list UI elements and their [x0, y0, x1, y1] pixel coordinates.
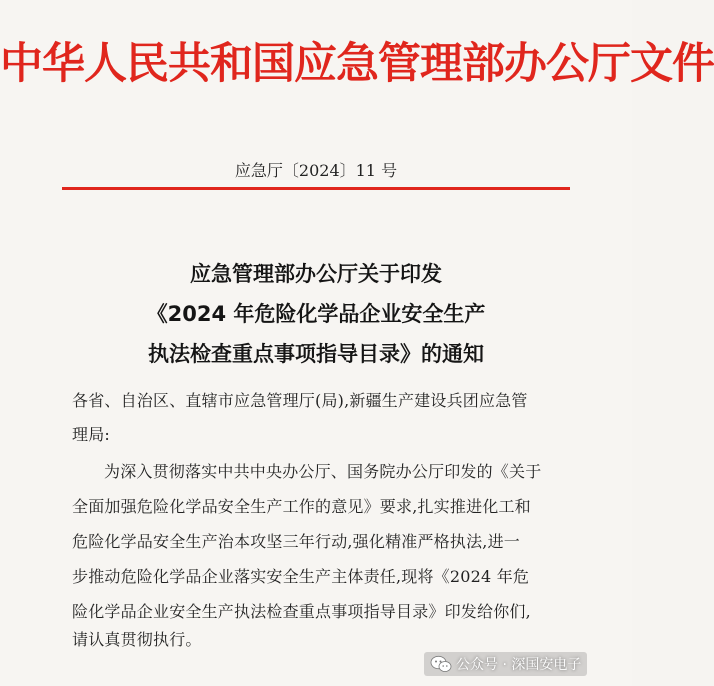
watermark-text: 公众号 · 深国安电子 — [456, 657, 582, 673]
wechat-icon — [430, 655, 452, 673]
paragraph-line-2: 全面加强危险化学品安全生产工作的意见》要求,扎实推进化工和 — [72, 497, 531, 516]
red-divider — [62, 187, 570, 190]
addressee-line-1: 各省、自治区、直辖市应急管理厅(局),新疆生产建设兵团应急管 — [72, 391, 528, 410]
paragraph-line-6: 请认真贯彻执行。 — [72, 630, 202, 649]
masthead-title: 中华人民共和国应急管理部办公厅文件 — [0, 39, 714, 89]
notice-title-line-2: 《2024 年危险化学品企业安全生产 — [146, 302, 486, 326]
paragraph-line-3: 危险化学品安全生产治本攻坚三年行动,强化精准严格执法,进一 — [72, 532, 520, 551]
document-number: 应急厅〔2024〕11 号 — [234, 161, 398, 180]
wechat-watermark — [424, 652, 587, 676]
notice-title-line-3: 执法检查重点事项指导目录》的通知 — [148, 342, 484, 366]
paragraph-line-4: 步推动危险化学品企业落实安全生产主体责任,现将《2024 年危 — [72, 567, 530, 586]
addressee-line-2: 理局: — [72, 425, 110, 444]
notice-title-line-1: 应急管理部办公厅关于印发 — [190, 262, 442, 286]
paragraph-line-5: 险化学品企业安全生产执法检查重点事项指导目录》印发给你们, — [72, 602, 531, 621]
paragraph-line-1: 为深入贯彻落实中共中央办公厅、国务院办公厅印发的《关于 — [104, 462, 542, 481]
